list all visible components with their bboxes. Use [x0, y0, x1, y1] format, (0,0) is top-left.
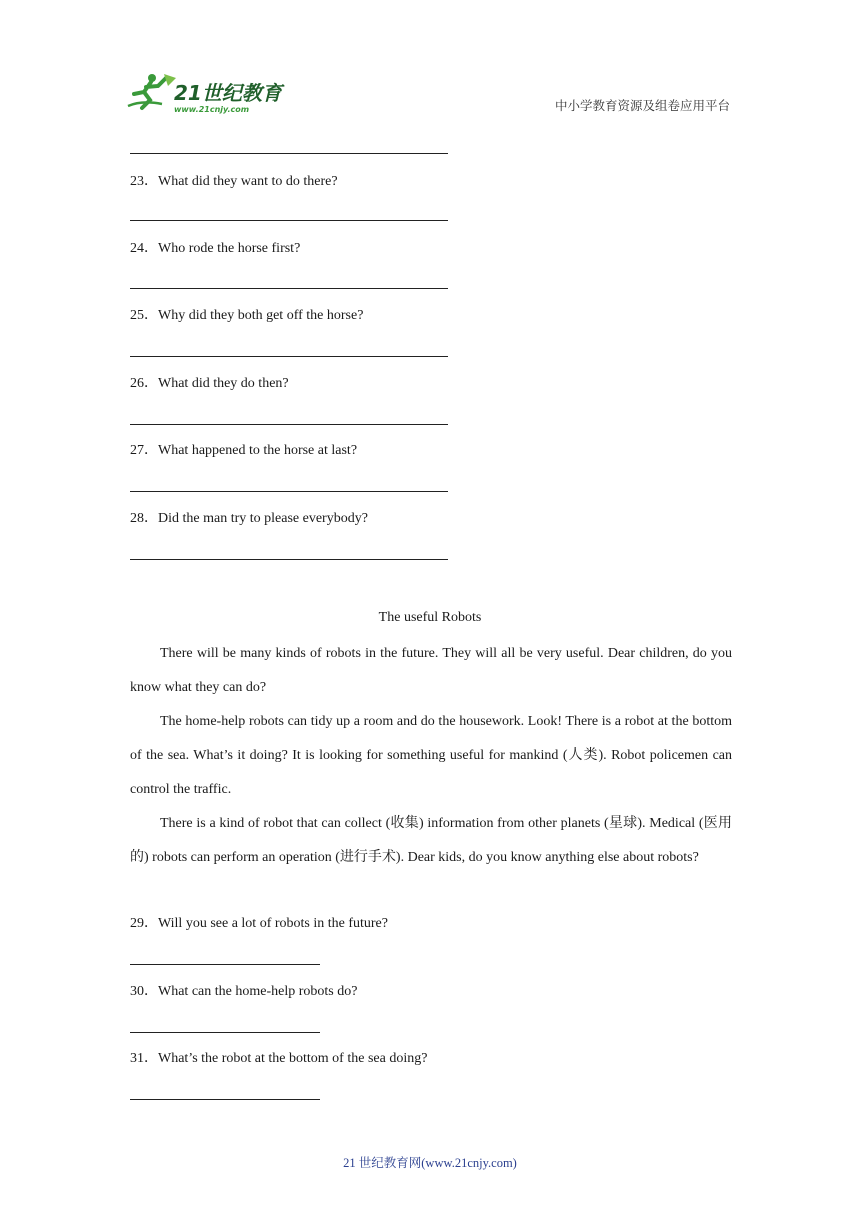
question-item: [130, 374, 448, 425]
question-text: 28．Did the man try to please everybody?: [130, 511, 368, 526]
question-text: 25．Why did they both get off the horse?: [130, 308, 364, 323]
answer-line[interactable]: [130, 1032, 320, 1033]
answer-line[interactable]: [130, 288, 448, 289]
passage-title: The useful Robots: [378, 610, 482, 625]
question-item: [130, 306, 448, 357]
page-footer: 21 世纪教育网(www.21cnjy.com): [343, 1156, 517, 1170]
question-item: [130, 509, 448, 560]
question-text: 31．What’s the robot at the bottom of the sea doing?: [130, 1051, 428, 1066]
passage-paragraph: There will be many kinds of robots in the future. They will all be very useful. Dear children, do you know what they can do?: [130, 646, 732, 695]
answer-line[interactable]: [130, 964, 320, 965]
question-text: 23．What did they want to do there?: [130, 174, 338, 189]
answer-line[interactable]: [130, 559, 448, 560]
question-item: [130, 1049, 427, 1100]
passage-paragraph: There is a kind of robot that can collect (收集) information from other planets (星球). Medical (医用的) robots can perform an operation (进行手术). Dear kids, do you know anything else about robots?: [130, 816, 732, 865]
answer-line-top: [130, 153, 448, 154]
platform-label: 中小学教育资源及组卷应用平台: [554, 99, 730, 113]
logo-runner-icon: [122, 70, 292, 118]
answer-line[interactable]: [130, 1099, 320, 1100]
passage-body: [130, 637, 732, 875]
question-item: [130, 239, 448, 289]
question-item: [130, 982, 357, 1033]
answer-line[interactable]: [130, 491, 448, 492]
site-logo: [122, 70, 292, 118]
question-text: 24．Who rode the horse first?: [130, 241, 301, 256]
question-text: 26．What did they do then?: [130, 376, 289, 391]
answer-line[interactable]: [130, 356, 448, 357]
question-item: [130, 914, 388, 965]
answer-line[interactable]: [130, 424, 448, 425]
question-item: [130, 172, 448, 221]
logo-text: 21世纪教育: [174, 81, 282, 105]
passage-paragraph: The home-help robots can tidy up a room and do the housework. Look! There is a robot at the bottom of the sea. What’s it doing? It is looking for something useful for mankind (人类). Robot policemen can control the traffic.: [130, 714, 732, 797]
question-text: 29．Will you see a lot of robots in the future?: [130, 916, 388, 931]
question-item: [130, 441, 448, 492]
answer-line[interactable]: [130, 220, 448, 221]
question-text: 30．What can the home-help robots do?: [130, 984, 358, 999]
question-text: 27．What happened to the horse at last?: [130, 443, 358, 458]
logo-url: www.21cnjy.com: [174, 105, 250, 114]
